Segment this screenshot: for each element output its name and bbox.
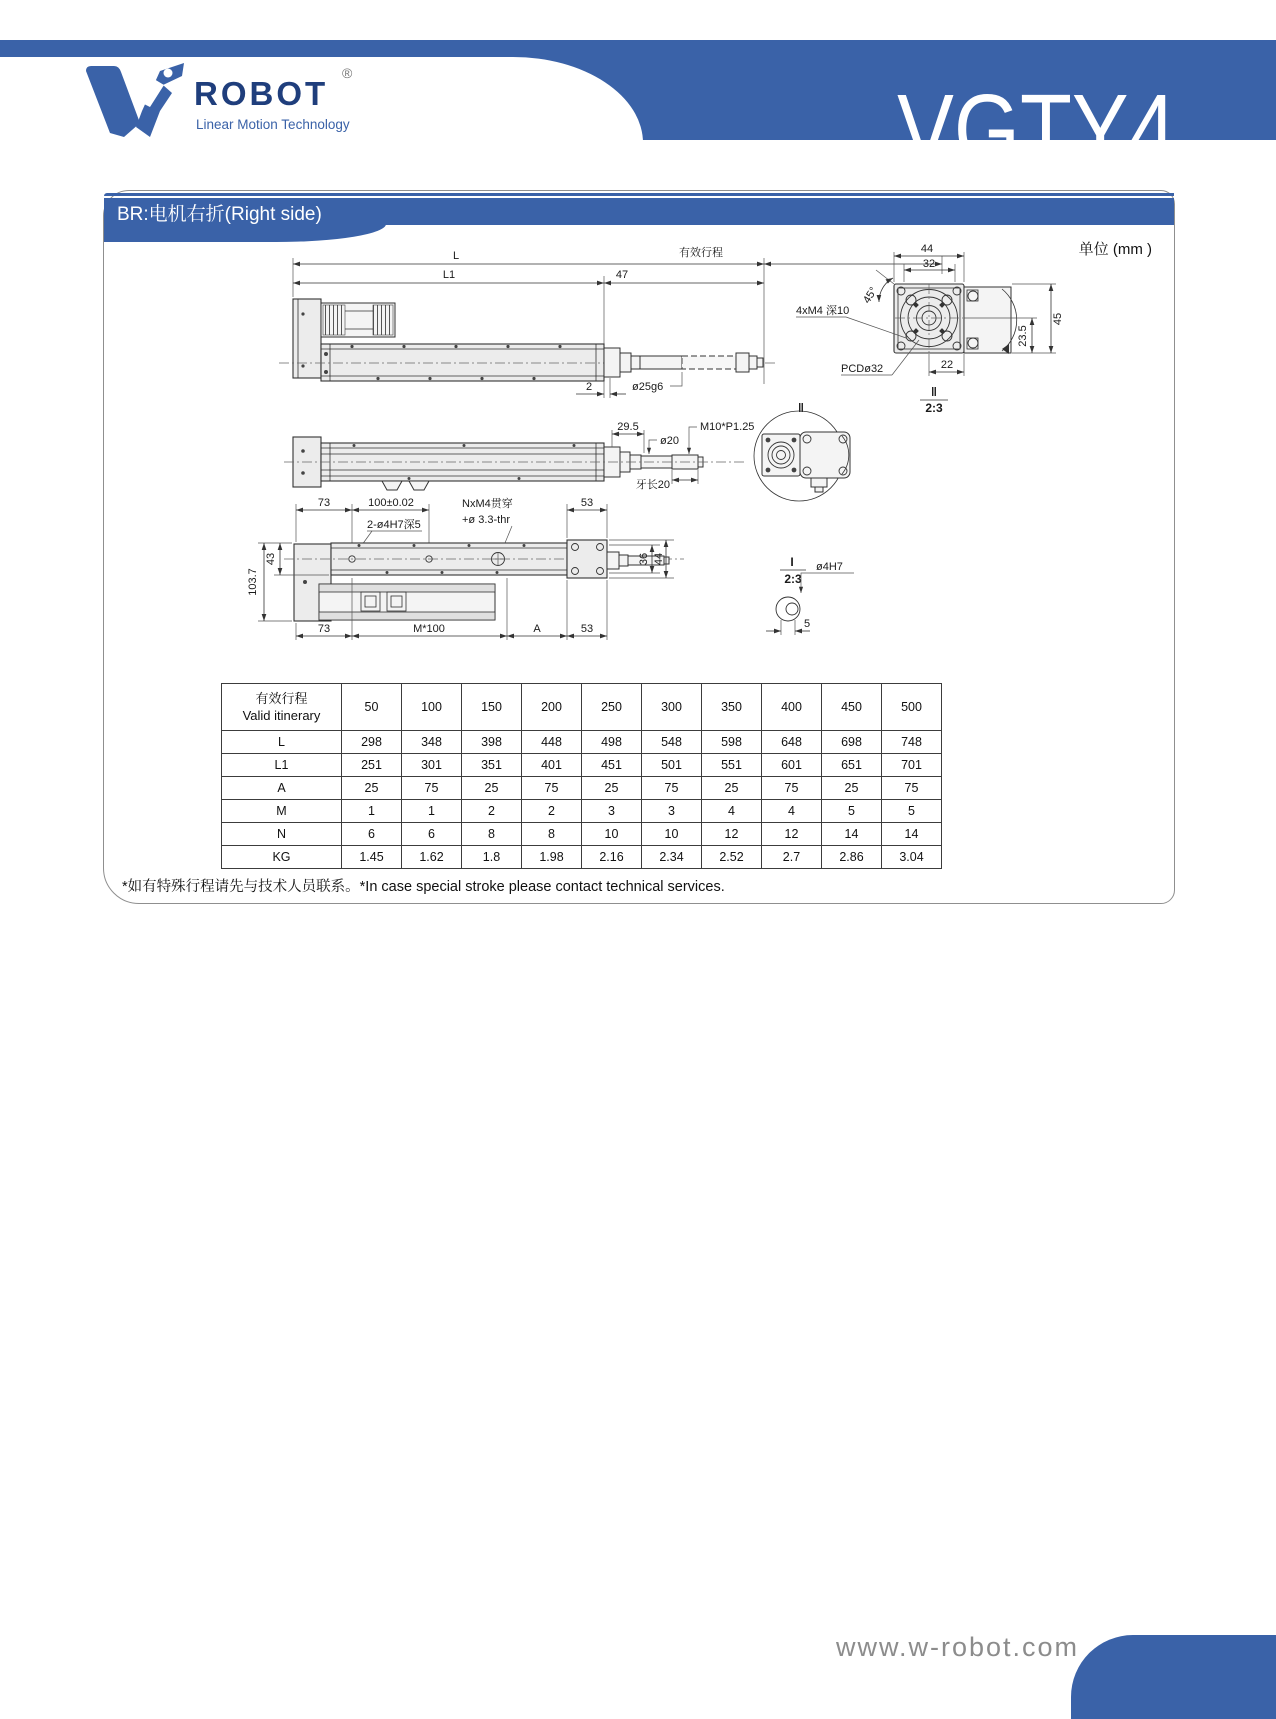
table-row — [222, 823, 942, 846]
stroke-header-en: Valid itinerary — [242, 708, 321, 723]
table-cell: 1.62 — [402, 846, 462, 869]
dim-22: 22 — [940, 359, 954, 371]
table-cell: 501 — [642, 754, 702, 777]
table-cell: 3 — [582, 800, 642, 823]
footnote: *如有特殊行程请先与技术人员联系。*In case special stroke please contact technical services. — [122, 879, 725, 895]
table-row — [222, 846, 942, 869]
table-cell: 4 — [762, 800, 822, 823]
table-cell: 8 — [522, 823, 582, 846]
table-cell: 2.34 — [642, 846, 702, 869]
brand-name: ROBOT — [194, 75, 329, 112]
dim-32: 32 — [922, 258, 936, 270]
table-cell: 401 — [522, 754, 582, 777]
plan-view — [247, 496, 684, 640]
dim-44: 44 — [920, 243, 934, 255]
table-cell: 8 — [462, 823, 522, 846]
table-cell: 5 — [822, 800, 882, 823]
thread-length-label: 牙长20 — [635, 479, 670, 491]
dim-23-5: 23.5 — [1017, 325, 1029, 347]
table-cell: 498 — [582, 731, 642, 754]
table-cell: 2 — [522, 800, 582, 823]
logo — [84, 61, 504, 141]
dim-73-top: 73 — [317, 497, 331, 509]
table-cell: 448 — [522, 731, 582, 754]
dim-43: 43 — [265, 552, 277, 566]
table-cell: 451 — [582, 754, 642, 777]
table-cell: 348 — [402, 731, 462, 754]
dimension-table — [221, 683, 942, 869]
table-cell: 25 — [342, 777, 402, 800]
table-cell: 1 — [342, 800, 402, 823]
section-title: BR:电机右折(Right side) — [117, 204, 322, 225]
dim-m100: M*100 — [413, 623, 445, 635]
table-row — [222, 731, 942, 754]
table-cell: 14 — [882, 823, 942, 846]
stroke-value-header: 150 — [462, 684, 522, 731]
table-cell: 301 — [402, 754, 462, 777]
hole-label: ø4H7 — [816, 561, 843, 573]
dim-100: 100±0.02 — [368, 497, 414, 509]
dim-45: 45 — [1052, 312, 1064, 326]
table-cell: 748 — [882, 731, 942, 754]
stroke-value-header: 500 — [882, 684, 942, 731]
dim-2: 2 — [585, 381, 593, 393]
scale-2-3-b: 2:3 — [784, 572, 802, 586]
stroke-value-header: 50 — [342, 684, 402, 731]
table-header-row — [222, 684, 942, 731]
stroke-header-cell — [222, 684, 342, 731]
table-cell: 14 — [822, 823, 882, 846]
table-cell: 2.7 — [762, 846, 822, 869]
screw-note-2: +ø 3.3-thr — [462, 514, 510, 526]
rod-diameter-label: ø25g6 — [632, 381, 664, 393]
scale-2-3-a: 2:3 — [925, 401, 943, 415]
table-cell: 3.04 — [882, 846, 942, 869]
stroke-value-header: 450 — [822, 684, 882, 731]
stroke-value-header: 250 — [582, 684, 642, 731]
page-title: VGTY4 — [897, 74, 1176, 186]
technical-drawings — [104, 226, 1174, 666]
table-row — [222, 800, 942, 823]
top-view — [284, 421, 754, 491]
stroke-value-header: 350 — [702, 684, 762, 731]
table-cell: 75 — [402, 777, 462, 800]
table-cell: 25 — [582, 777, 642, 800]
table-cell: 2.16 — [582, 846, 642, 869]
dim-L1: L1 — [442, 269, 456, 281]
table-cell: 75 — [882, 777, 942, 800]
table-cell: 651 — [822, 754, 882, 777]
table-cell: 1.8 — [462, 846, 522, 869]
thread-label: M10*P1.25 — [700, 421, 755, 433]
table-cell: 75 — [762, 777, 822, 800]
table-cell: 2.52 — [702, 846, 762, 869]
table-cell: 648 — [762, 731, 822, 754]
table-cell: 251 — [342, 754, 402, 777]
dimension-table-wrap — [221, 683, 942, 869]
angle-45-label: 45° — [860, 285, 880, 306]
pin-note: 2-ø4H7深5 — [367, 519, 421, 531]
dim-44-plan: 44 — [653, 552, 665, 566]
dim-a: A — [533, 623, 541, 635]
dim-73-bottom: 73 — [317, 623, 331, 635]
panel-top-rule — [104, 193, 1174, 196]
pcd-label: PCDø32 — [841, 363, 884, 375]
stroke-value-header: 400 — [762, 684, 822, 731]
table-cell: 2 — [462, 800, 522, 823]
table-cell: 601 — [762, 754, 822, 777]
table-cell: 698 — [822, 731, 882, 754]
logo-area — [0, 57, 643, 143]
table-cell: 548 — [642, 731, 702, 754]
row-label-cell: M — [222, 800, 342, 823]
detail-view-ii — [754, 401, 850, 501]
dim-29-5: 29.5 — [617, 421, 639, 433]
table-cell: 298 — [342, 731, 402, 754]
row-label-cell: N — [222, 823, 342, 846]
dim-47: 47 — [615, 269, 629, 281]
dim-53-bottom: 53 — [580, 623, 594, 635]
table-cell: 351 — [462, 754, 522, 777]
table-cell: 25 — [822, 777, 882, 800]
stroke-value-header: 100 — [402, 684, 462, 731]
brand-tagline: Linear Motion Technology — [196, 117, 350, 132]
logo-mark-icon — [84, 61, 188, 139]
table-cell: 551 — [702, 754, 762, 777]
table-cell: 4 — [702, 800, 762, 823]
dim-5: 5 — [803, 618, 811, 630]
end-view — [796, 243, 1064, 415]
row-label-cell: KG — [222, 846, 342, 869]
stroke-value-header: 300 — [642, 684, 702, 731]
table-row — [222, 777, 942, 800]
table-cell: 1 — [402, 800, 462, 823]
content-panel — [103, 190, 1175, 904]
row-label-cell: L — [222, 731, 342, 754]
table-cell: 25 — [702, 777, 762, 800]
table-cell: 3 — [642, 800, 702, 823]
units-label: 单位 (mm ) — [1078, 241, 1152, 258]
table-cell: 6 — [402, 823, 462, 846]
table-cell: 75 — [642, 777, 702, 800]
dim-36: 36 — [638, 552, 650, 566]
footer-corner-shape — [1071, 1635, 1276, 1719]
table-cell: 10 — [642, 823, 702, 846]
table-cell: 12 — [762, 823, 822, 846]
table-cell: 1.98 — [522, 846, 582, 869]
table-row — [222, 754, 942, 777]
table-cell: 598 — [702, 731, 762, 754]
row-label-cell: L1 — [222, 754, 342, 777]
table-cell: 2.86 — [822, 846, 882, 869]
view-mark-ii-b: ‖ — [798, 401, 804, 415]
view-mark-ii-a: ‖ — [931, 385, 937, 399]
registered-mark: ® — [342, 65, 353, 81]
table-cell: 398 — [462, 731, 522, 754]
dia-20-label: ø20 — [660, 435, 679, 447]
table-cell: 5 — [882, 800, 942, 823]
stroke-header-cn: 有效行程 — [255, 691, 308, 706]
table-cell: 6 — [342, 823, 402, 846]
screws-label: 4xM4 深10 — [796, 305, 850, 317]
table-cell: 701 — [882, 754, 942, 777]
dim-53-top: 53 — [580, 497, 594, 509]
table-cell: 75 — [522, 777, 582, 800]
view-mark-i: I — [790, 555, 794, 569]
screw-note-1: NxM4贯穿 — [462, 498, 513, 510]
row-label-cell: A — [222, 777, 342, 800]
table-cell: 25 — [462, 777, 522, 800]
stroke-label: 有效行程 — [679, 247, 723, 259]
dim-L: L — [452, 250, 460, 262]
table-cell: 12 — [702, 823, 762, 846]
table-cell: 1.45 — [342, 846, 402, 869]
table-cell: 10 — [582, 823, 642, 846]
header-band — [0, 40, 1276, 186]
detail-view-i — [766, 555, 854, 635]
website-text: www.w-robot.com — [836, 1632, 1080, 1662]
dim-103-7: 103.7 — [247, 568, 259, 596]
stroke-value-header: 200 — [522, 684, 582, 731]
